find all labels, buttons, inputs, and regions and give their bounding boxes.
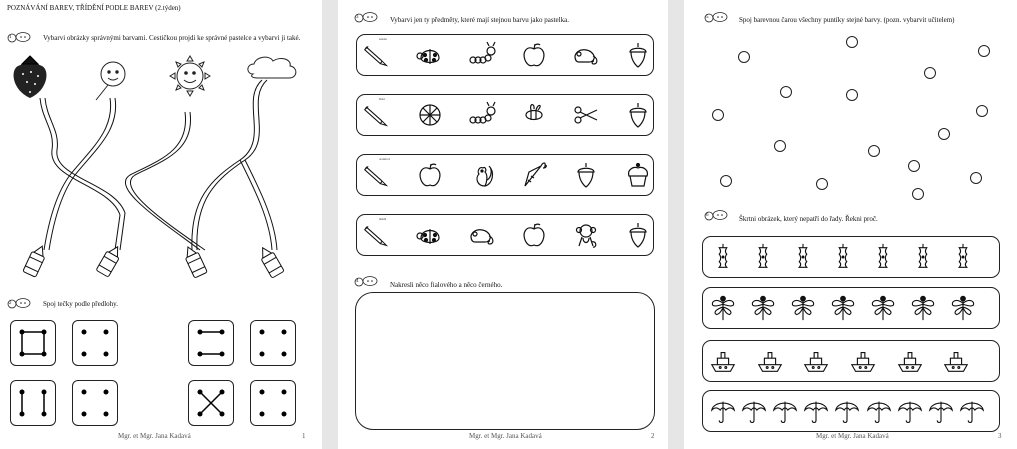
dots-empty[interactable] <box>72 320 118 366</box>
dragonfly-icon[interactable] <box>869 294 897 322</box>
connect-dot[interactable] <box>868 145 880 157</box>
odd-one-out-row <box>702 390 1000 432</box>
umbrella-icon[interactable] <box>740 397 768 425</box>
odd-one-out-row <box>702 340 1000 382</box>
pencil-color-label: hnědá <box>379 217 387 221</box>
apple-core-icon[interactable] <box>709 243 737 271</box>
monkey-icon[interactable] <box>571 220 601 250</box>
page-title: POZNÁVÁNÍ BAREV, TŘÍDĚNÍ PODLE BAREV (2.týden) <box>7 4 181 12</box>
connect-dot[interactable] <box>924 67 936 79</box>
badge-number: 5 <box>706 15 709 20</box>
footer-author: Mgr. et Mgr. Jana Kadavá <box>816 432 889 440</box>
dragonfly-icon[interactable] <box>909 294 937 322</box>
apple-icon[interactable] <box>415 160 445 190</box>
umbrella-icon[interactable] <box>709 397 737 425</box>
dots-empty[interactable] <box>250 380 296 426</box>
umbrella-icon[interactable] <box>802 397 830 425</box>
dots-pattern-square <box>10 320 56 366</box>
boat-icon[interactable] <box>849 347 877 375</box>
connect-dot[interactable] <box>976 105 988 117</box>
dots-pattern-parallel <box>188 320 234 366</box>
footer-author: Mgr. et Mgr. Jana Kadavá <box>469 432 542 440</box>
crayon-icon <box>182 244 210 280</box>
color-match-row <box>356 154 654 196</box>
odd-one-out-row <box>702 287 1000 329</box>
connect-dot[interactable] <box>816 178 828 190</box>
acorn-icon[interactable] <box>623 220 653 250</box>
page-number: 1 <box>302 432 306 440</box>
dots-pattern-cross <box>188 380 234 426</box>
connect-dot[interactable] <box>774 140 786 152</box>
umbrella-icon[interactable] <box>865 397 893 425</box>
boat-icon[interactable] <box>896 347 924 375</box>
squirrel-icon[interactable] <box>467 160 497 190</box>
apple-core-icon[interactable] <box>869 243 897 271</box>
ladybug-icon[interactable] <box>415 220 445 250</box>
connect-dot[interactable] <box>846 89 858 101</box>
drawing-area[interactable] <box>355 292 655 430</box>
apple-core-icon[interactable] <box>749 243 777 271</box>
badge-number: 4 <box>356 279 359 284</box>
acorn-icon[interactable] <box>571 160 601 190</box>
dragonfly-icon[interactable] <box>749 294 777 322</box>
dots-empty[interactable] <box>250 320 296 366</box>
odd-one-out-row <box>702 236 1000 278</box>
scissors-icon[interactable] <box>571 100 601 130</box>
chameleon-icon[interactable] <box>467 220 497 250</box>
connect-dot[interactable] <box>712 109 724 121</box>
color-match-row <box>356 214 654 256</box>
chameleon-icon[interactable] <box>571 40 601 70</box>
task-6-instruction: Škrtni obrázek, který nepatří do řady. Řekni proč. <box>739 215 878 223</box>
dots-pattern-vertical <box>10 380 56 426</box>
task-4-instruction: Nakresli něco fialového a něco černého. <box>390 281 503 289</box>
badge-number: 2 <box>9 301 12 306</box>
crayon-icon <box>258 244 286 280</box>
connect-dot[interactable] <box>720 175 732 187</box>
crayon-icon <box>22 244 50 280</box>
pencil-icon <box>363 42 389 68</box>
connect-dot[interactable] <box>908 160 920 172</box>
pencil-color-label: zelená <box>379 37 387 41</box>
boat-icon[interactable] <box>942 347 970 375</box>
carrot-icon[interactable] <box>519 160 549 190</box>
pencil-icon <box>363 162 389 188</box>
apple-core-icon[interactable] <box>789 243 817 271</box>
footer-author: Mgr. et Mgr. Jana Kadavá <box>118 432 191 440</box>
lemon-icon[interactable] <box>415 100 445 130</box>
apple-core-icon[interactable] <box>829 243 857 271</box>
page-number: 3 <box>998 432 1002 440</box>
connect-dot[interactable] <box>846 36 858 48</box>
dragonfly-icon[interactable] <box>829 294 857 322</box>
color-match-row <box>356 34 654 76</box>
boat-icon[interactable] <box>802 347 830 375</box>
dragonfly-icon[interactable] <box>709 294 737 322</box>
umbrella-icon[interactable] <box>771 397 799 425</box>
pencil-icon <box>363 102 389 128</box>
connect-dot[interactable] <box>738 51 750 63</box>
task-1-instruction: Vybarvi obrázky správnými barvami. Cestičkou projdi ke správné pastelce a vybarvi ji také. <box>43 34 301 42</box>
task-2-instruction: Spoj tečky podle předlohy. <box>43 300 118 308</box>
connect-dot[interactable] <box>780 86 792 98</box>
acorn-icon[interactable] <box>623 100 653 130</box>
dragonfly-icon[interactable] <box>949 294 977 322</box>
ladybug-icon[interactable] <box>415 40 445 70</box>
apple-icon[interactable] <box>519 40 549 70</box>
umbrella-icon[interactable] <box>958 397 986 425</box>
apple-icon[interactable] <box>519 220 549 250</box>
apple-core-icon[interactable] <box>909 243 937 271</box>
worksheet-page-3 <box>684 0 1017 449</box>
color-match-row <box>356 94 654 136</box>
pencil-icon <box>363 222 389 248</box>
umbrella-icon[interactable] <box>927 397 955 425</box>
umbrella-icon[interactable] <box>833 397 861 425</box>
pencil-color-label: žlutá <box>379 97 385 101</box>
dragonfly-icon[interactable] <box>789 294 817 322</box>
connect-dot[interactable] <box>938 128 950 140</box>
task-3-instruction: Vybarvi jen ty předměty, které mají stejnou barvu jako pastelka. <box>390 16 569 24</box>
umbrella-icon[interactable] <box>896 397 924 425</box>
pencil-color-label: oranžová <box>379 157 390 161</box>
dots-empty[interactable] <box>72 380 118 426</box>
task-5-instruction: Spoj barevnou čarou všechny puntíky stejné barvy. (pozn. vybarvit učitelem) <box>739 16 955 24</box>
worksheet-page-1 <box>0 0 322 449</box>
connect-dot[interactable] <box>978 45 990 57</box>
badge-number: 1 <box>9 35 12 40</box>
caterpillar-icon[interactable] <box>467 40 497 70</box>
worksheet-page-2 <box>338 0 668 449</box>
apple-core-icon[interactable] <box>949 243 977 271</box>
badge-number: 6 <box>706 213 709 218</box>
acorn-icon[interactable] <box>623 40 653 70</box>
connect-dot[interactable] <box>912 188 924 200</box>
cupcake-icon[interactable] <box>623 160 653 190</box>
connect-dot[interactable] <box>970 172 982 184</box>
bee-icon[interactable] <box>519 100 549 130</box>
badge-number: 3 <box>356 15 359 20</box>
crayon-icon <box>96 244 124 280</box>
caterpillar-icon[interactable] <box>467 100 497 130</box>
boat-icon[interactable] <box>756 347 784 375</box>
boat-icon[interactable] <box>709 347 737 375</box>
page-number: 2 <box>651 432 655 440</box>
